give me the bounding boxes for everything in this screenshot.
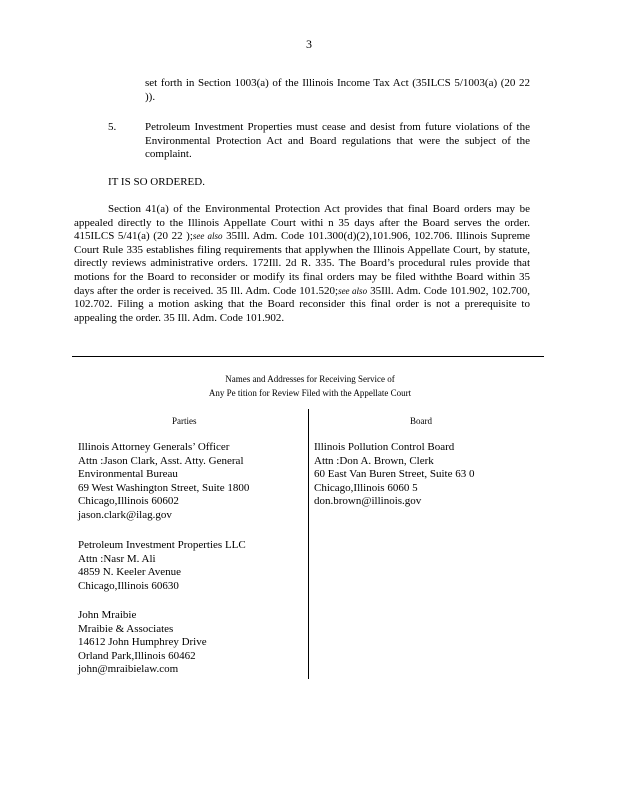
see-also-italic: see also [192,231,223,242]
address-line: 69 West Washington Street, Suite 1800 [78,481,250,494]
service-heading-line2: Any Pe tition for Review Filed with the Appellate Court [208,388,412,398]
service-heading [160,372,460,400]
appeal-text-part3: 35Ill. Adm. Code 101.902, 102.700, 102.702. Filing a motion asking that the Board reconsider this final order is not a prerequisite to appealing the order. 35 Ill. Adm. Code 101.902. [74,284,530,324]
address-line: Illinois Pollution Control Board [314,441,455,453]
address-line: Environmental Bureau [78,468,178,481]
address-line: Orland Park,Illinois 60462 [78,649,196,662]
address-line: Attn :Jason Clark, Asst. Atty. General [78,454,244,467]
address-line: 60 East Van Buren Street, Suite 63 0 [314,468,475,481]
appeal-paragraph [74,203,530,325]
parties-column-header: Parties [172,416,197,426]
party-address-mraibie [78,609,207,677]
address-line: Chicago,Illinois 60602 [78,495,179,508]
address-line: 14612 John Humphrey Drive [78,636,207,649]
address-line: Mraibie & Associates [78,622,174,635]
address-line: John Mraibie [78,609,137,621]
email-address: don.brown@illinois.gov [314,495,422,508]
page-number: 3 [306,37,312,51]
vertical-divider [308,409,309,679]
address-line: Attn :Nasr M. Ali [78,552,156,565]
item-text: Petroleum Investment Properties must cease and desist from future violations of the Environmental Protection Act and Board regulations that were the subject of the complaint. [145,121,530,161]
service-heading-line1: Names and Addresses for Receiving Service of [225,374,395,384]
address-line: 4859 N. Keeler Avenue [78,566,182,579]
address-line: Attn :Don A. Brown, Clerk [314,454,434,467]
appeal-text-part1: Section 41(a) of the Environmental Protection Act provides that final Board orders may be appealed directly to the Illinois Appellate Court withi n 35 days after the Board serves the order. 415ILCS 5/41(a) (20 22 ); [74,203,530,243]
item-number: 5. [108,121,117,133]
appeal-text-part2: 35Ill. Adm. Code 101.300(d)(2),101.906, 102.706. Illinois Supreme Court Rule 335 establishes filing requirements that applywhen the Illinois Appellate Court, by statute, directly reviews administrative orders. 172Ill. 2d R. 335. The Board’s procedural rules provide that motions for the Board to reconsider or modify its final orders may be filed withthe Board within 35 days after the order is received. 35 Ill. Adm. Code 101.520; [74,230,531,297]
party-address-petroleum [78,539,246,593]
address-line: Petroleum Investment Properties LLC [78,539,246,551]
horizontal-divider [72,356,544,357]
party-address-attorney-general [78,441,249,523]
address-line: Illinois Attorney Generals’ Officer [78,441,230,453]
so-ordered-line: IT IS SO ORDERED. [108,176,205,188]
address-line: Chicago,Illinois 6060 5 [314,481,418,494]
email-address: john@mraibielaw.com [78,663,179,676]
continuation-text: set forth in Section 1003(a) of the Illinois Income Tax Act (35ILCS 5/1003(a) (20 22 )). [145,77,530,103]
email-address: jason.clark@ilag.gov [78,508,172,521]
board-column-header: Board [410,416,432,426]
see-also-italic: see also [338,285,368,296]
address-line: Chicago,Illinois 60630 [78,579,179,592]
board-address [314,441,475,509]
